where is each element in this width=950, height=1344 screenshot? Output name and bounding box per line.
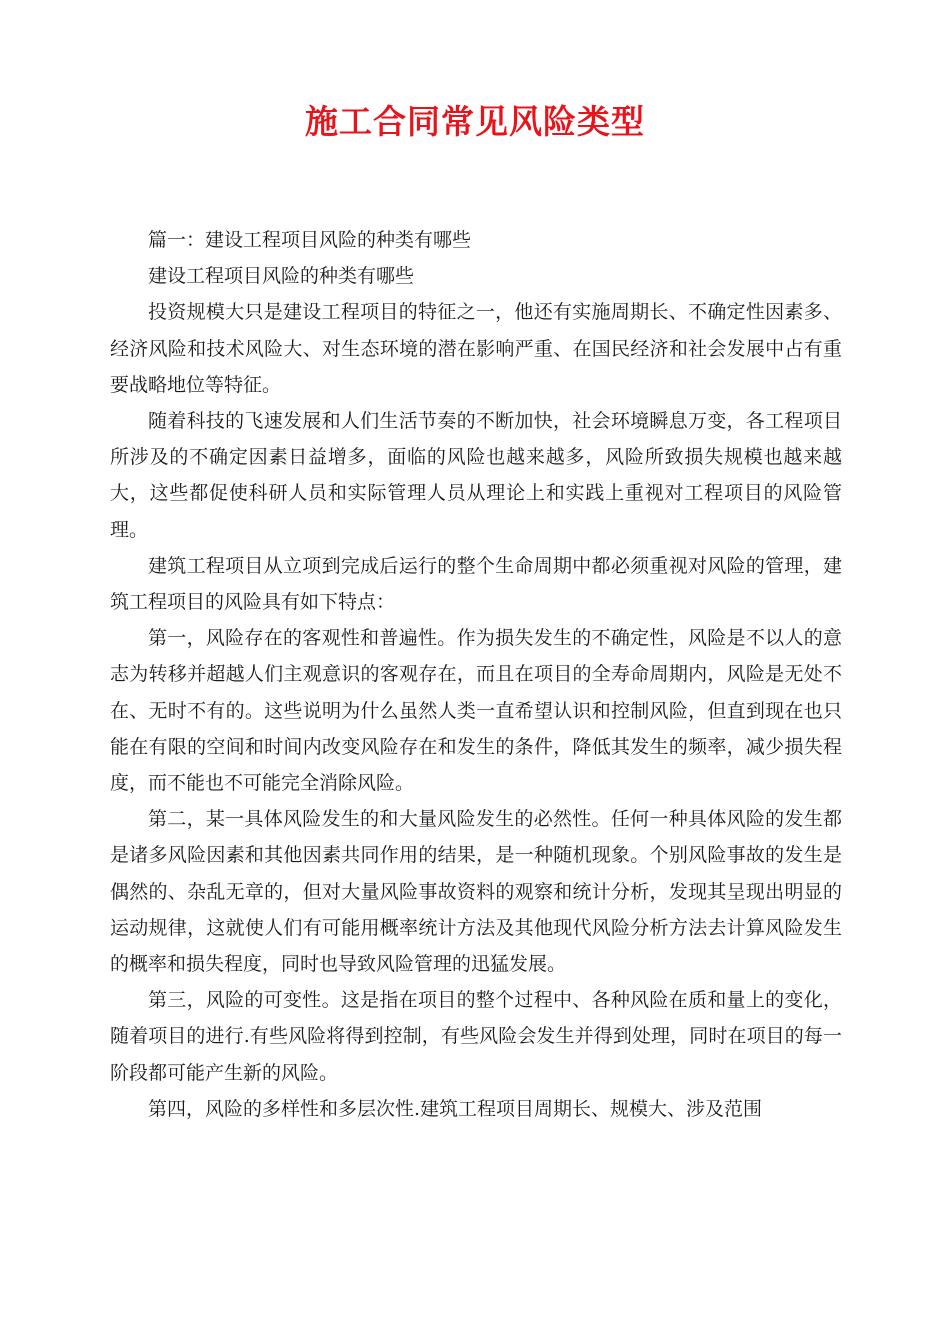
paragraph: 第四，风险的多样性和多层次性.建筑工程项目周期长、规模大、涉及范围 [148,1097,763,1120]
paragraph: 第二，某一具体风险发生的和大量风险发生的必然性。任何一种具体风险的发生都是诸多风险因素和其他因素共同作用的结果，是一种随机现象。个别风险事故的发生是偶然的、杂乱无章的，但对大量风险事故资料的观察和统计分析，发现其呈现出明显的运动规律，这就使人们有可能用概率统计方法及其他现代风险分析方法去计算风险发生的概率和损失程度，同时也导致风险管理的迅猛发展。 [110,808,842,976]
document-body [110,222,842,1127]
paragraph: 投资规模大只是建设工程项目的特征之一，他还有实施周期长、不确定性因素多、经济风险和技术风险大、对生态环境的潜在影响严重、在国民经济和社会发展中占有重要战略地位等特征。 [110,301,842,396]
paragraph-section-heading: 篇一：建设工程项目风险的种类有哪些 [148,229,472,251]
document-title: 施工合同常见风险类型 [305,102,645,141]
paragraph-subheading: 建设工程项目风险的种类有哪些 [148,265,415,288]
paragraph: 第三，风险的可变性。这是指在项目的整个过程中、各种风险在质和量上的变化，随着项目的进行.有些风险将得到控制，有些风险会发生并得到处理，同时在项目的每一阶段都可能产生新的风险。 [110,989,842,1084]
paragraph: 建筑工程项目从立项到完成后运行的整个生命周期中都必须重视对风险的管理，建筑工程项目的风险具有如下特点： [110,554,842,614]
paragraph: 第一，风险存在的客观性和普遍性。作为损失发生的不确定性，风险是不以人的意志为转移并超越人们主观意识的客观存在，而且在项目的全寿命周期内，风险是无处不在、无时不有的。这些说明为什么虽然人类一直希望认识和控制风险，但直到现在也只能在有限的空间和时间内改变风险存在和发生的条件，降低其发生的频率，减少损失程度，而不能也不可能完全消除风险。 [110,627,842,795]
paragraph: 随着科技的飞速发展和人们生活节奏的不断加快，社会环境瞬息万变，各工程项目所涉及的不确定因素日益增多，面临的风险也越来越多，风险所致损失规模也越来越大，这些都促使科研人员和实际管理人员从理论上和实践上重视对工程项目的风险管理。 [110,410,842,541]
